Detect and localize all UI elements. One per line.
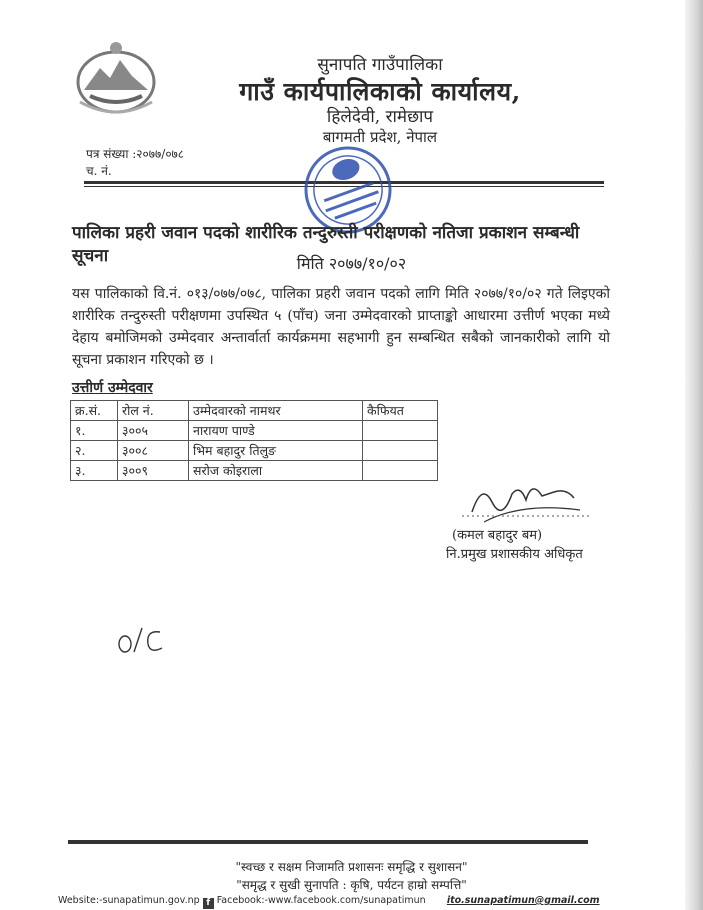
table-row	[71, 461, 438, 481]
candidate-table	[70, 400, 438, 481]
province-name: बागमती प्रदेश, नेपाल	[322, 128, 438, 146]
cell-name: नारायण पाण्डे	[189, 421, 363, 441]
signatory-title: नि.प्रमुख प्रशासकीय अधिकृत	[446, 547, 583, 562]
cell-serial: ३.	[71, 461, 118, 481]
cell-remarks	[363, 421, 438, 441]
footer-email: ito.sunapatimun@gmail.com	[446, 895, 600, 906]
footer-slogan-2: "समृद्ध र सुखी सुनापति : कृषि, पर्यटन हाम्रो सम्पत्ति"	[236, 878, 467, 892]
dispatch-number: च. नं.	[86, 164, 112, 178]
cell-serial: २.	[71, 441, 118, 461]
header-serial: क्र.सं.	[71, 401, 118, 421]
office-location: हिलेदेवी, रामेछाप	[326, 107, 434, 127]
cell-remarks	[363, 461, 438, 481]
signature-icon	[462, 472, 592, 530]
table-header-row	[71, 401, 438, 421]
facebook-icon: f	[203, 898, 214, 909]
office-name: गाउँ कार्यपालिकाको कार्यालय,	[239, 77, 521, 106]
municipality-name: सुनापति गाउँपालिका	[317, 55, 443, 75]
table-row	[71, 441, 438, 461]
scan-edge	[685, 0, 703, 910]
notice-body: यस पालिकाको वि.नं. ०१३/०७७/०७८, पालिका प्रहरी जवान पदको लागि मिति २०७७/१०/०२ गते लिइएको शारीरिक तन्दुरुस्ती परीक्षणमा उपस्थित ५ (पाँच) जना उम्मेदवारको प्राप्ताङ्को आधारमा उत्तीर्ण भएका मध्ये देहाय बमोजिमको उम्मेदवार अन्तार्वार्ता कार्यक्रममा सहभागी हुन सम्बन्धित सबैको जानकारीको लागि यो सूचना प्रकाशन गरिएको छ ।	[72, 286, 610, 368]
signatory-name: (कमल बहादुर बम)	[452, 528, 543, 543]
header-roll: रोल नं.	[118, 401, 189, 421]
cell-roll: ३००८	[118, 441, 189, 461]
cell-name: भिम बहादुर तिलुङ	[189, 441, 363, 461]
footer-divider	[68, 840, 588, 844]
footer-contact	[58, 895, 600, 909]
table-title: उत्तीर्ण उम्मेदवार	[72, 380, 153, 396]
footer-facebook: Facebook:-www.facebook.com/sunapatimun	[216, 895, 426, 906]
cell-roll: ३००९	[118, 461, 189, 481]
footer-slogan-1: "स्वच्छ र सक्षम निजामति प्रशासनः समृद्धि र सुशासन"	[235, 860, 468, 874]
cell-remarks	[363, 441, 438, 461]
notice-subject: पालिका प्रहरी जवान पदको शारीरिक तन्दुरुस्ती परीक्षणको नतिजा प्रकाशन सम्बन्धी सूचना	[72, 223, 580, 266]
cell-name: सरोज कोइराला	[189, 461, 363, 481]
letter-number: पत्र संख्या :२०७७/०७८	[86, 147, 185, 161]
handwritten-oc-icon	[116, 622, 166, 656]
notice-date: मिति २०७७/१०/०२	[296, 254, 407, 273]
header-remarks: कैफियत	[363, 401, 438, 421]
footer-website: Website:-sunapatimun.gov.np	[58, 895, 200, 906]
table-row	[71, 421, 438, 441]
cell-serial: १.	[71, 421, 118, 441]
header-name: उम्मेदवारको नामथर	[189, 401, 363, 421]
cell-roll: ३००५	[118, 421, 189, 441]
